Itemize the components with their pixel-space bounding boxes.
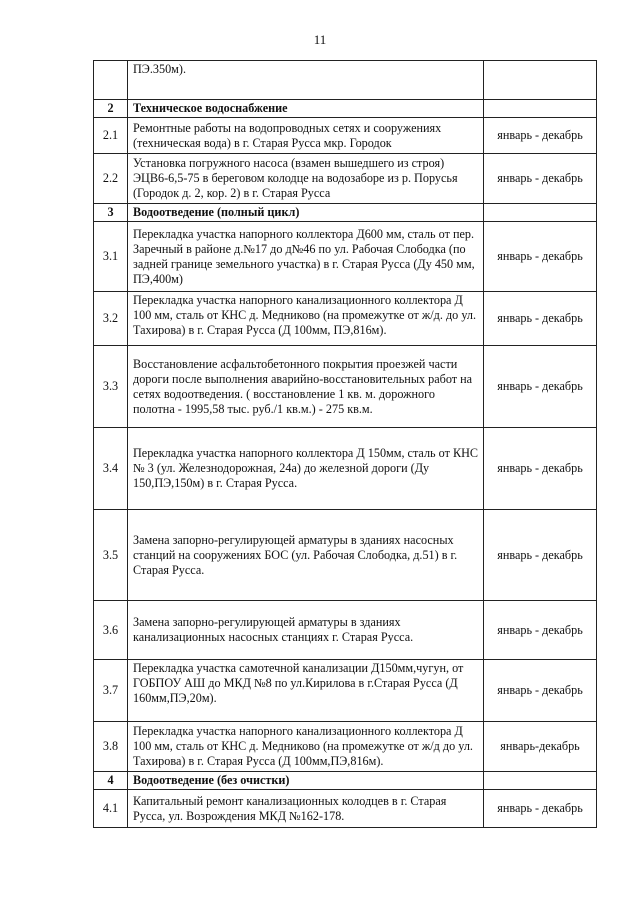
- work-period: [484, 100, 597, 118]
- row-number: 4.1: [94, 790, 128, 828]
- work-description: Перекладка участка напорного коллектора Д 150мм, сталь от КНС № 3 (ул. Железнодорожная, 24а) до железной дороги (Ду 150,ПЭ,150м) в г. Старая Русса.: [128, 428, 484, 510]
- work-period: [484, 772, 597, 790]
- row-number: 3.8: [94, 722, 128, 772]
- table-row: [94, 118, 597, 154]
- table-row: [94, 292, 597, 346]
- work-description: Замена запорно-регулирующей арматуры в зданиях насосных станций на сооружениях БОС (ул. Рабочая Слободка, д.51) в г. Старая Русса.: [128, 510, 484, 601]
- section-title: Техническое водоснабжение: [128, 100, 484, 118]
- table-row: [94, 346, 597, 428]
- work-period: январь - декабрь: [484, 428, 597, 510]
- row-number: 3.3: [94, 346, 128, 428]
- table-row: [94, 790, 597, 828]
- work-period: январь - декабрь: [484, 154, 597, 204]
- work-description: Перекладка участка самотечной канализации Д150мм,чугун, от ГОБПОУ АШ до МКД №8 по ул.Кирилова в г.Старая Русса (Д 160мм,ПЭ,20м).: [128, 660, 484, 722]
- row-number: 3.1: [94, 222, 128, 292]
- work-description: Перекладка участка напорного коллектора Д600 мм, сталь от пер. Заречный в районе д.№17 до д№46 по ул. Рабочая Слободка (по задней границе земельного участка) в г. Старая Русса (Ду 450 мм, ПЭ,400м): [128, 222, 484, 292]
- table-row: [94, 601, 597, 660]
- work-period: [484, 204, 597, 222]
- section-row: [94, 772, 597, 790]
- work-period: январь - декабрь: [484, 790, 597, 828]
- row-number: 2.1: [94, 118, 128, 154]
- section-number: 3: [94, 204, 128, 222]
- row-number: 3.7: [94, 660, 128, 722]
- section-number: 4: [94, 772, 128, 790]
- work-description: Ремонтные работы на водопроводных сетях и сооружениях (техническая вода) в г. Старая Русса мкр. Городок: [128, 118, 484, 154]
- section-title: Водоотведение (без очистки): [128, 772, 484, 790]
- row-number: 2.2: [94, 154, 128, 204]
- work-period: [484, 61, 597, 100]
- work-period: январь - декабрь: [484, 346, 597, 428]
- section-number: 2: [94, 100, 128, 118]
- row-number: 3.2: [94, 292, 128, 346]
- work-description: Перекладка участка напорного канализационного коллектора Д 100 мм, сталь от КНС д. Медниково (на промежутке от ж/д. до ул. Тахирова) в г. Старая Русса (Д 100мм, ПЭ,816м).: [128, 292, 484, 346]
- row-number: 3.4: [94, 428, 128, 510]
- table-row: [94, 660, 597, 722]
- works-schedule-table: [93, 60, 597, 828]
- work-period: январь - декабрь: [484, 118, 597, 154]
- work-period: январь - декабрь: [484, 292, 597, 346]
- work-description: Установка погружного насоса (взамен вышедшего из строя) ЭЦВ6-6,5-75 в береговом колодце на водозаборе из р. Порусья (Городок д. 2, кор. 2) в г. Старая Русса: [128, 154, 484, 204]
- table-row: [94, 722, 597, 772]
- row-number: 3.5: [94, 510, 128, 601]
- work-period: январь-декабрь: [484, 722, 597, 772]
- row-number: 3.6: [94, 601, 128, 660]
- work-period: январь - декабрь: [484, 510, 597, 601]
- work-description: Восстановление асфальтобетонного покрытия проезжей части дороги после выполнения аварийно-восстановительных работ на сетях водоотведения. ( восстановление 1 кв. м. дорожного полотна - 1995,58 тыс. руб./1 кв.м.) - 275 кв.м.: [128, 346, 484, 428]
- table-row: [94, 428, 597, 510]
- work-description: Капитальный ремонт канализационных колодцев в г. Старая Русса, ул. Возрождения МКД №162-178.: [128, 790, 484, 828]
- table-row: [94, 222, 597, 292]
- page-number: 11: [313, 32, 327, 47]
- section-row: [94, 100, 597, 118]
- work-period: январь - декабрь: [484, 601, 597, 660]
- work-description: Перекладка участка напорного канализационного коллектора Д 100 мм, сталь от КНС д. Медниково (на промежутке от ж/д до ул. Тахирова) в г. Старая Русса (Д 100мм,ПЭ,816м).: [128, 722, 484, 772]
- table-row: [94, 510, 597, 601]
- work-description: Замена запорно-регулирующей арматуры в зданиях канализационных насосных станциях г. Старая Русса.: [128, 601, 484, 660]
- work-period: январь - декабрь: [484, 222, 597, 292]
- section-row: [94, 204, 597, 222]
- table-row: [94, 61, 597, 100]
- section-title: Водоотведение (полный цикл): [128, 204, 484, 222]
- table-row: [94, 154, 597, 204]
- work-description: ПЭ.350м).: [128, 61, 484, 100]
- work-period: январь - декабрь: [484, 660, 597, 722]
- row-number: [94, 61, 128, 100]
